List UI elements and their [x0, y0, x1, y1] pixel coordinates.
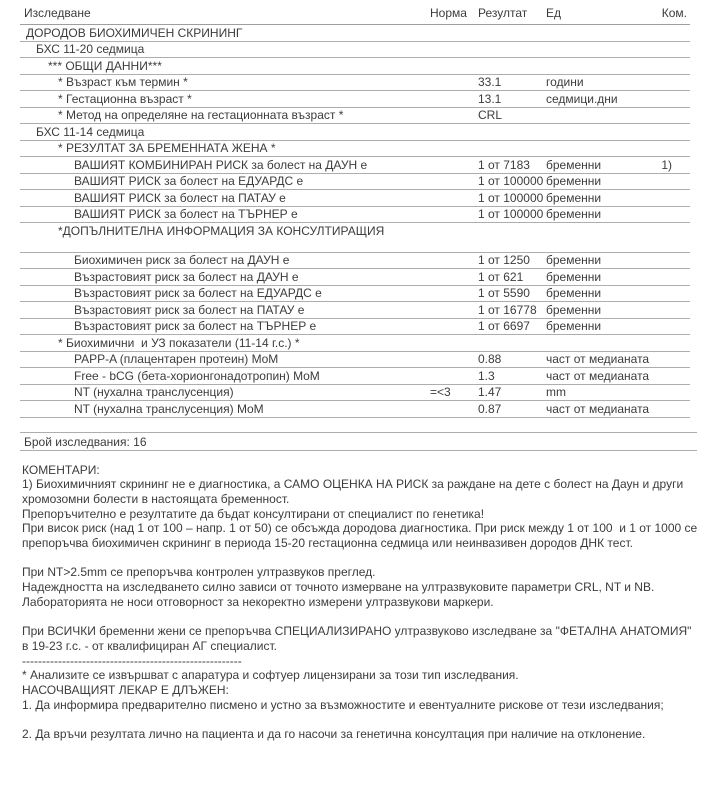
- row-label: Възрастовият риск за болест на ЕДУАРДС е: [74, 286, 322, 300]
- row-unit: бременни: [546, 269, 602, 284]
- table-row: [20, 108, 690, 125]
- row-label: Биохимичен риск за болест на ДАУН е: [74, 253, 290, 267]
- comment-line: -------------------------------------------------------: [22, 653, 242, 668]
- row-unit: част от медианата: [546, 352, 650, 366]
- row-unit: бременни: [546, 302, 602, 317]
- comment-line: При ВСИЧКИ бременни жени се препоръчва СПЕЦИАЛИЗИРАНО ултразвуково изследване за "ФЕТАЛНА АНАТОМИЯ": [22, 624, 692, 639]
- table-row: [20, 58, 690, 75]
- table-row: [20, 157, 690, 174]
- comment-line: При NT>2.5mm се препоръчва контролен ултразвуков преглед.: [22, 565, 376, 580]
- row-label: Възрастовият риск за болест на ДАУН е: [74, 269, 299, 284]
- row-unit: седмици.дни: [546, 91, 618, 106]
- table-row: [20, 302, 690, 319]
- table-row: [20, 368, 690, 385]
- row-label: * Метод на определяне на гестационната възраст *: [58, 108, 344, 122]
- row-result: 1 от 621: [478, 269, 524, 284]
- row-label: Възрастовият риск за болест на ПАТАУ е: [74, 302, 305, 317]
- comment-line: [22, 610, 718, 625]
- comments-section: [22, 463, 718, 742]
- comment-line: При висок риск (над 1 от 100 – напр. 1 от 50) се обсъжда дородова диагностика. При риск между 1 от 100 и 1 от 1000 се: [22, 521, 698, 536]
- row-unit: бременни: [546, 174, 602, 188]
- row-label: ВАШИЯТ РИСК за болест на ТЪРНЕР е: [74, 207, 298, 221]
- row-label: Възрастовият риск за болест на ТЪРНЕР е: [74, 319, 317, 333]
- table-row: [20, 401, 690, 418]
- row-label: * РЕЗУЛТАТ ЗА БРЕМЕННАТА ЖЕНА *: [58, 141, 276, 155]
- column-header-comment: Ком.: [661, 6, 687, 20]
- row-label: PAPP-A (плацентарен протеин) MoM: [74, 352, 279, 366]
- comment-line: в 19-23 г.с. - от квалифициран АГ специалист.: [22, 638, 278, 653]
- row-unit: бременни: [546, 190, 602, 205]
- row-result: 13.1: [478, 91, 502, 106]
- row-result: 1 от 100000: [478, 207, 544, 221]
- column-header-norm: Норма: [430, 6, 467, 20]
- table-row: [20, 91, 690, 108]
- table-row: [20, 385, 690, 402]
- row-result: 1 от 100000: [478, 174, 544, 188]
- table-row: [20, 42, 690, 59]
- table-row: [20, 286, 690, 303]
- table-row: [20, 174, 690, 191]
- row-unit: част от медианата: [546, 401, 650, 416]
- row-unit: години: [546, 75, 584, 89]
- comment-line: хромозомни болести в настоящата бременност.: [22, 491, 290, 506]
- comment-line: [22, 712, 718, 727]
- comment-line: КОМЕНТАРИ:: [22, 462, 100, 477]
- row-label: ВАШИЯТ РИСК за болест на ПАТАУ е: [74, 190, 286, 205]
- table-row: [20, 25, 690, 42]
- row-result: 1 от 1250: [478, 253, 530, 267]
- comment-line: Лабораторията не носи отговорност за некоректно измерени ултразвукови маркери.: [22, 594, 494, 609]
- comment-line: 2. Да връчи резултата лично на пациента и да го насочи за генетична консултация при наличие на отклонение.: [22, 727, 646, 742]
- table-row: [20, 223, 690, 239]
- row-label: ВАШИЯТ РИСК за болест на ЕДУАРДС е: [74, 174, 304, 188]
- row-unit: бременни: [546, 207, 602, 221]
- table-row: [20, 252, 690, 270]
- comment-line: НАСОЧВАЩИЯТ ЛЕКАР Е ДЛЪЖЕН:: [22, 683, 229, 698]
- row-result: 1 от 6697: [478, 319, 530, 333]
- row-result: 1.3: [478, 368, 495, 383]
- row-result: 1 от 5590: [478, 286, 530, 300]
- table-row: [20, 207, 690, 224]
- row-unit: mm: [546, 385, 566, 399]
- table-row: [20, 352, 690, 369]
- table-row: [20, 319, 690, 336]
- row-unit: бременни: [546, 319, 602, 333]
- row-label: *ДОПЪЛНИТЕЛНА ИНФОРМАЦИЯ ЗА КОНСУЛТИРАЩИЯ: [58, 223, 385, 238]
- row-label: ВАШИЯТ КОМБИНИРАН РИСК за болест на ДАУН е: [74, 157, 368, 172]
- row-unit: част от медианата: [546, 368, 650, 383]
- table-row: [20, 335, 690, 352]
- comment-line: Препоръчително е резултатите да бъдат консултирани от специалист по генетика!: [22, 506, 485, 521]
- row-comment: 1): [661, 157, 672, 172]
- comment-line: 1) Биохимичният скрининг не е диагностика, а САМО ОЦЕНКА НА РИСК за раждане на дете с болест на Даун и други: [22, 477, 684, 492]
- row-result: 1 от 7183: [478, 157, 530, 172]
- column-header-examination: Изследване: [24, 6, 91, 20]
- comment-line: 1. Да информира предварително писмено и устно за възможностите и евентуалните рискове от тези изследвания;: [22, 697, 664, 712]
- results-table-header: [20, 3, 690, 25]
- table-row: [20, 269, 690, 286]
- comment-line: [22, 551, 718, 566]
- column-header-result: Резултат: [478, 6, 528, 20]
- row-result: 1 от 16778: [478, 302, 537, 317]
- row-result: 1.47: [478, 385, 502, 399]
- row-unit: бременни: [546, 157, 602, 172]
- results-table: [20, 3, 690, 418]
- comment-line: * Анализите се извършват с апаратура и софтуер лицензирани за този тип изследвания.: [22, 668, 519, 683]
- row-result: 33.1: [478, 75, 502, 89]
- row-unit: бременни: [546, 286, 602, 300]
- table-row: [20, 75, 690, 92]
- row-label: * Биохимични и УЗ показатели (11-14 г.с.) *: [58, 335, 300, 350]
- comment-line: Надеждността на изследването силно зависи от точното измерване на ултразвуковите параметри CRL, NT и NB.: [22, 580, 655, 595]
- row-label: NT (нухална транслусенция): [74, 385, 234, 399]
- table-row: [20, 141, 690, 158]
- row-label: NT (нухална транслусенция) MoM: [74, 401, 264, 416]
- row-label: ДОРОДОВ БИОХИМИЧЕН СКРИНИНГ: [26, 25, 243, 40]
- row-result: 1 от 100000: [478, 190, 544, 205]
- row-label: БХС 11-14 седмица: [36, 124, 145, 139]
- column-header-unit: Ед: [546, 6, 562, 20]
- row-norm: =<3: [430, 385, 451, 399]
- row-label: БХС 11-20 седмица: [36, 42, 145, 56]
- row-result: 0.87: [478, 401, 502, 416]
- row-unit: бременни: [546, 253, 602, 267]
- table-row: [20, 190, 690, 207]
- row-label: *** ОБЩИ ДАННИ***: [48, 58, 162, 73]
- row-label: * Възраст към термин *: [58, 75, 188, 89]
- row-result: 0.88: [478, 352, 502, 366]
- total-box: [20, 432, 697, 451]
- table-row: [20, 124, 690, 141]
- comment-line: препоръчва биохимичен скрининг в периода 15-20 гестационна седмица или неинвазивен дородов ДНК тест.: [22, 536, 633, 551]
- results-table-body: [20, 25, 690, 418]
- row-label: * Гестационна възраст *: [58, 91, 192, 106]
- row-label: Free - bCG (бета-хорионгонадотропин) MoM: [74, 368, 320, 383]
- total-label: Брой изследвания: 16: [24, 434, 147, 449]
- row-result: CRL: [478, 108, 503, 122]
